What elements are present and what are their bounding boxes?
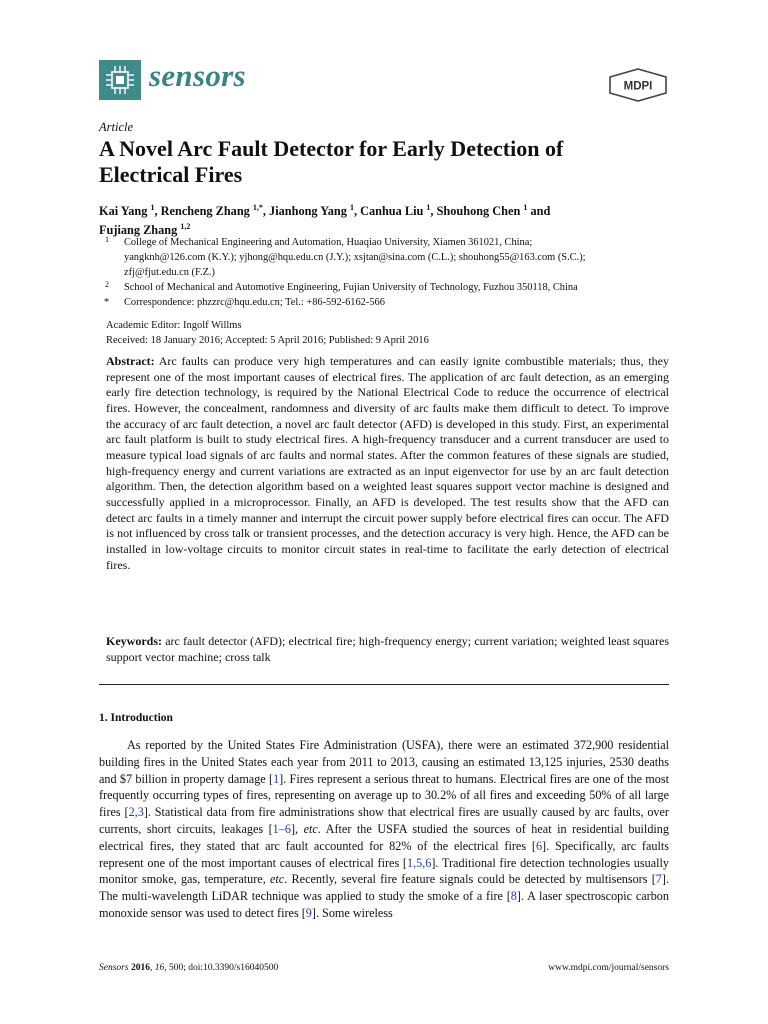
date-history: Received: 18 January 2016; Accepted: 5 April 2016; Published: 9 April 2016 xyxy=(106,335,429,346)
body-text: ]. Specifically, arc faults represent one of the most important causes of electrical fires [ xyxy=(99,838,669,870)
affiliation-2 xyxy=(99,280,679,295)
correspondence-line: Correspondence: phzzrc@hqu.edu.cn; Tel.: +86-592-6162-566 xyxy=(124,297,385,308)
body-text: As reported by the United States Fire Administration (USFA), there were an estimated 372,900 residential building fires in the United States each year from 2011 to 2013, causing an estimated 13,125 injuries, 2530 deaths and $7 billion in property damage [ xyxy=(99,738,669,786)
section-heading: 1. Introduction xyxy=(99,712,173,724)
chip-icon xyxy=(99,60,141,100)
body-text: ]. The multi-wavelength LiDAR technique was applied to study the smoke of a fire [ xyxy=(99,872,669,904)
keywords xyxy=(106,634,669,665)
affiliation-emails: zfj@fjut.edu.cn (F.Z.) xyxy=(124,267,215,278)
body-text: ]. Traditional fire detection technologies usually monitor smoke, gas, temperature, xyxy=(99,855,669,887)
section-divider xyxy=(99,684,669,685)
footer-doi: , 500; doi:10.3390/s16040500 xyxy=(164,963,279,973)
citation-link[interactable]: 1–6 xyxy=(272,821,291,836)
citation-link[interactable]: 2,3 xyxy=(128,805,144,820)
citation-link[interactable]: 6 xyxy=(535,838,543,853)
introduction-paragraph xyxy=(99,737,669,922)
correspondence-mark: * xyxy=(104,297,110,308)
academic-editor: Academic Editor: Ingolf Willms xyxy=(106,320,242,331)
body-text: ], xyxy=(290,821,304,836)
affiliation-line: School of Mechanical and Automotive Engineering, Fujian University of Technology, Fuzhou 350118, China xyxy=(124,282,578,293)
footer-url[interactable]: www.mdpi.com/journal/sensors xyxy=(548,963,669,973)
mdpi-logo xyxy=(608,68,668,102)
body-text: ]. Fires represent a serious threat to humans. Electrical fires are one of the most frequently occurring types of fires, representing on average up to 30.2% of all fires and exceeding 50% of all large fires [ xyxy=(99,771,669,820)
publication-dates xyxy=(106,318,429,348)
journal-name: sensors xyxy=(149,58,246,93)
author-and: and xyxy=(530,204,551,219)
author: Fujiang Zhang xyxy=(99,223,178,238)
abstract xyxy=(106,354,669,573)
affiliation-mark: 2 xyxy=(105,280,109,289)
affiliation-emails: yangknh@126.com (K.Y.); yjhong@hqu.edu.cn (J.Y.); xsjtan@sina.com (C.L.); shouhong55@163.com (S.C.); xyxy=(124,252,586,263)
author-affil-sup: 1,* xyxy=(252,203,263,212)
author: Rencheng Zhang xyxy=(160,204,250,219)
footer-citation: Sensors 2016, 16, 500; doi:10.3390/s16040500 xyxy=(99,963,279,973)
author-affil-sup: 1,2 xyxy=(180,222,191,232)
affiliation-mark: 1 xyxy=(105,235,109,244)
keywords-text: arc fault detector (AFD); electrical fire; high-frequency energy; current variation; weighted least squares support vector machine; cross talk xyxy=(106,634,669,664)
author-affil-sup: 1 xyxy=(426,203,431,212)
body-text: ]. Some wireless xyxy=(311,905,393,920)
footer-volume: 16 xyxy=(154,963,165,973)
affiliation-line: College of Mechanical Engineering and Automation, Huaqiao University, Xiamen 361021, China; xyxy=(124,237,533,248)
paper-title: A Novel Arc Fault Detector for Early Detection of Electrical Fires xyxy=(99,136,564,187)
footer-year: 2016 xyxy=(130,963,150,973)
body-text: ]. A laser spectroscopic carbon monoxide sensor was used to detect fires [ xyxy=(99,889,669,920)
correspondence xyxy=(99,295,679,310)
author: Shouhong Chen xyxy=(436,204,521,219)
body-text: ]. Statistical data from fire administrations show that electrical fires are usually caused by arc faults, over currents, short circuits, leakages [ xyxy=(99,805,669,836)
affiliations xyxy=(99,235,679,310)
author: Jianhong Yang xyxy=(269,204,347,219)
author-affil-sup: 1 xyxy=(523,203,528,212)
abstract-text: Arc faults can produce very high temperatures and can easily ignite combustible materials; thus, they represent one of the most important causes of electrical fires. The application of arc fault detection, as an emerging early fire detection technology, is required by the National Electrical Code to reduce the occurrence of electrical fires. However, the concealment, randomness and diversity of arc faults make them difficult to detect. To improve the accuracy of arc fault detection, a novel arc fault detector (AFD) is developed in this study. First, an experimental arc fault platform is built to study electrical fires. A high-frequency transducer and a current transducer are used to measure typical load signals of arc faults and normal states. After the common features of these signals are studied, high-frequency energy and current variations are extracted as an input eigenvector for use by an arc fault detection algorithm. Then, the detection algorithm based on a weighted least squares support vector machine is designed and successfully applied in a microprocessor. Finally, an AFD is developed. The test results show that the AFD can detect arc faults in a timely manner and interrupt the circuit power supply before electrical fires can occur. The AFD is not influenced by cross talk or transient processes, and the detection accuracy is very high. Hence, the AFD can be installed in low-voltage circuits to monitor circuit states in real-time to facilitate the early detection of electrical fires. xyxy=(106,354,669,572)
body-text-italic: etc xyxy=(270,872,285,887)
author: Kai Yang xyxy=(99,204,148,219)
body-text: . Recently, several fire feature signals could be detected by multisensors [ xyxy=(284,872,656,887)
article-type: Article xyxy=(99,120,134,134)
body-text-italic: etc xyxy=(303,821,318,836)
author-affil-sup: 1 xyxy=(150,203,155,212)
body-text: . After the USFA studied the sources of heat in residential building electrical fires, they stated that arc fault accounted for 82% of the electrical fires [ xyxy=(99,821,669,853)
publisher-name: MDPI xyxy=(623,80,653,93)
citation-link[interactable]: 7 xyxy=(655,872,662,887)
citation-link[interactable]: 1 xyxy=(273,771,280,786)
abstract-label: Abstract: xyxy=(106,354,155,368)
author-list: Kai Yang $^1$, Rencheng Zhang $^{1,*}$, Jianhong Yang $^1$, Canhua Liu $^1$, Shouhong Chen $^1$ and Fujiang Zhang $^{1,2}$ xyxy=(99,203,551,238)
keywords-label: Keywords: xyxy=(106,634,162,648)
footer-journal: Sensors xyxy=(99,963,129,973)
citation-link[interactable]: 8 xyxy=(510,889,517,904)
author-affil-sup: 1 xyxy=(349,203,354,212)
citation-link[interactable]: 1,5,6 xyxy=(407,855,432,870)
affiliation-1 xyxy=(99,235,679,280)
author: Canhua Liu xyxy=(360,204,424,219)
citation-link[interactable]: 9 xyxy=(305,905,312,920)
